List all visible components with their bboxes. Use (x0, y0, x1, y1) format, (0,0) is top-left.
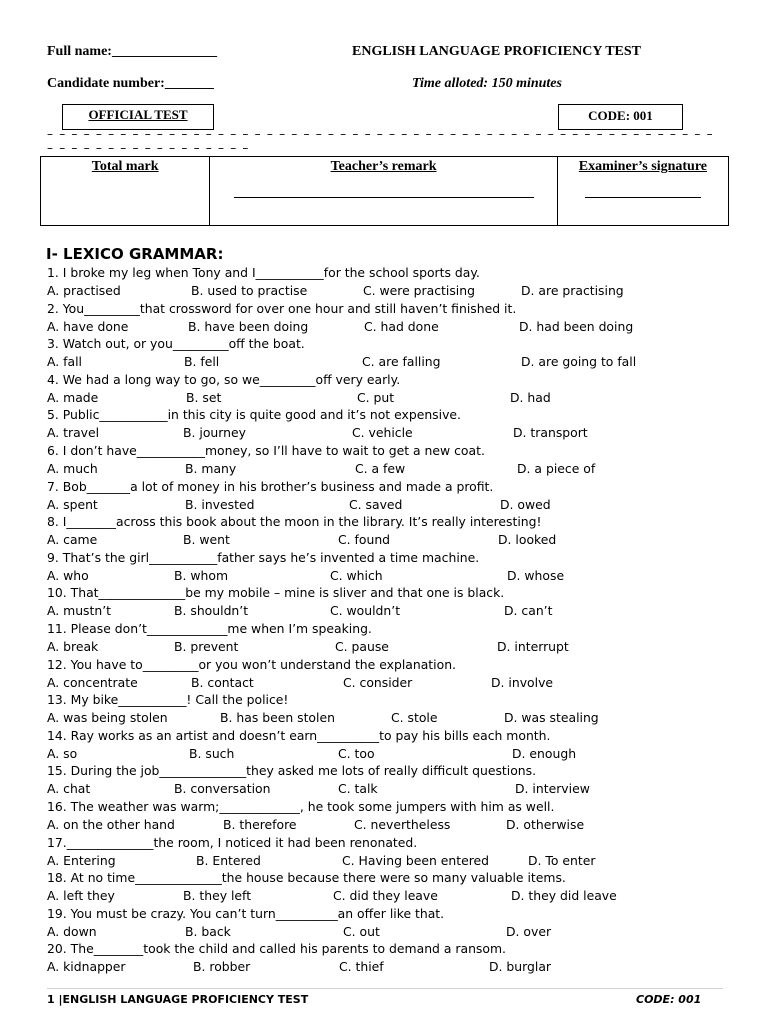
answer-option[interactable]: D. whose (507, 567, 565, 583)
question-text: 20. The________took the child and called his parents to demand a ransom. (47, 941, 506, 957)
answer-option[interactable]: B. back (185, 923, 231, 939)
answer-option[interactable]: C. pause (335, 639, 389, 654)
answer-option[interactable]: D. enough (512, 745, 577, 761)
answer-option[interactable]: C. out (343, 923, 380, 939)
question-text: 4. We had a long way to go, so we_________off very early. (47, 371, 401, 387)
question-text: 16. The weather was warm;_____________, he took some jumpers with him as well. (47, 799, 555, 814)
answer-option[interactable]: C. were practising (363, 283, 475, 298)
answer-option[interactable]: A. travel (47, 425, 100, 441)
dashed-separator: – – – – – – – – – – – – – – – – – – – – – – – – – – – – – – – – – – – – – – – – – – – – – – – – – – – – – – – – – – – – – – – – – – – – – – – – (47, 127, 714, 155)
examiners-signature-cell (557, 157, 728, 226)
test-title: ENGLISH LANGUAGE PROFICIENCY TEST (352, 44, 642, 59)
answer-option[interactable]: A. so (47, 745, 78, 761)
answer-option[interactable]: D. interrupt (497, 639, 569, 654)
footer-divider (47, 988, 723, 989)
answer-option[interactable]: B. used to practise (191, 283, 308, 298)
answer-option[interactable]: D. burglar (489, 959, 552, 975)
total-mark-label: Total mark (91, 159, 159, 174)
question-text: 10. That______________be my mobile – mine is sliver and that one is black. (47, 585, 505, 601)
answer-option[interactable]: A. left they (47, 888, 115, 904)
total-mark-cell (41, 157, 210, 226)
answer-option[interactable]: C. had done (364, 318, 439, 334)
question-text: 5. Public___________in this city is quite good and it’s not expensive. (47, 407, 461, 423)
answer-option[interactable]: C. talk (338, 781, 378, 797)
question-text: 17.______________the room, I noticed it had been renonated. (47, 834, 418, 850)
teachers-remark-cell (210, 157, 557, 226)
answer-option[interactable]: C. wouldn’t (330, 603, 401, 619)
answer-option[interactable]: B. has been stolen (220, 710, 335, 726)
answer-option[interactable]: D. had been doing (519, 318, 634, 334)
answer-option[interactable]: D. over (506, 923, 552, 939)
answer-option[interactable]: C. consider (343, 674, 413, 690)
footer-code: CODE: 001 (636, 993, 702, 1006)
answer-option[interactable]: B. went (183, 532, 230, 548)
question-text: 3. Watch out, or you_________off the boat. (47, 336, 305, 352)
time-allotted: Time alloted: 150 minutes (412, 76, 562, 91)
question-text: 12. You have to_________or you won’t understand the explanation. (47, 656, 456, 672)
answer-option[interactable]: B. contact (191, 674, 254, 690)
question-text: 15. During the job______________they asked me lots of really difficult questions. (47, 763, 537, 779)
answer-option[interactable]: C. which (330, 567, 383, 583)
question-text: 7. Bob_______a lot of money in his brother’s business and made a profit. (47, 478, 494, 494)
answer-option[interactable]: A. down (47, 923, 97, 939)
question-text: 11. Please don’t_____________me when I’m speaking. (47, 621, 372, 636)
question-text: 18. At no time______________the house because there were so many valuable items. (47, 870, 566, 886)
answer-option[interactable]: A. who (47, 567, 89, 583)
teachers-remark-label: Teacher’s remark (330, 159, 437, 174)
answer-option[interactable]: C. are falling (362, 354, 441, 370)
answer-option[interactable]: B. whom (174, 567, 229, 583)
answer-option[interactable]: B. Entered (196, 852, 261, 868)
answer-option[interactable]: D. owed (500, 496, 551, 512)
answer-option[interactable]: D. interview (515, 781, 590, 797)
answer-option[interactable]: C. too (338, 745, 375, 761)
answer-option[interactable]: A. made (47, 389, 99, 405)
question-text: 9. That’s the girl___________father says he’s invented a time machine. (47, 549, 480, 565)
answer-option[interactable]: B. shouldn’t (174, 603, 249, 619)
answer-option[interactable]: C. vehicle (352, 425, 413, 441)
answer-option[interactable]: A. kidnapper (47, 959, 126, 975)
answer-option[interactable]: D. a piece of (517, 461, 596, 476)
answer-option[interactable]: D. are practising (521, 283, 624, 298)
answer-option[interactable]: A. came (47, 532, 98, 548)
answer-option[interactable]: A. was being stolen (47, 710, 168, 726)
remark-line (234, 197, 534, 198)
answer-option[interactable]: A. have done (47, 318, 129, 334)
signature-line (585, 197, 701, 198)
question-text: 19. You must be crazy. You can’t turn__________an offer like that. (47, 905, 445, 921)
answer-option[interactable]: C. put (357, 389, 395, 405)
answer-option[interactable]: A. on the other hand (47, 817, 175, 832)
answer-option[interactable]: C. thief (339, 959, 384, 975)
answer-option[interactable]: A. Entering (47, 852, 116, 868)
answer-option[interactable]: D. had (510, 389, 551, 405)
section-title: I- LEXICO GRAMMAR: (46, 245, 224, 263)
marks-table (40, 156, 729, 226)
answer-option[interactable]: B. journey (183, 425, 246, 441)
answer-option[interactable]: C. a few (355, 461, 406, 476)
question-text: 14. Ray works as an artist and doesn’t earn__________to pay his bills each month. (47, 727, 551, 743)
answer-option[interactable]: A. break (47, 639, 99, 654)
answer-option[interactable]: C. nevertheless (354, 817, 451, 832)
answer-option[interactable]: C. stole (391, 710, 438, 726)
answer-option[interactable]: B. fell (184, 354, 220, 370)
answer-option[interactable]: B. such (189, 745, 235, 761)
answer-option[interactable]: C. saved (349, 496, 403, 512)
candidate-number-field: Candidate number:_______ (47, 76, 214, 91)
full-name-field: Full name:_______________ (47, 44, 217, 59)
question-text: 8. I________across this book about the moon in the library. It’s really interesting! (47, 514, 542, 530)
question-text: 13. My bike___________! Call the police! (47, 692, 289, 708)
answer-option[interactable]: D. transport (513, 425, 588, 441)
answer-option[interactable]: D. are going to fall (521, 354, 637, 370)
answer-option[interactable]: C. found (338, 532, 391, 548)
answer-option[interactable]: A. practised (47, 283, 121, 298)
answer-option[interactable]: D. they did leave (511, 888, 617, 904)
answer-option[interactable]: B. robber (193, 959, 251, 975)
code-label: CODE: 001 (588, 108, 653, 123)
answer-option[interactable]: D. involve (491, 674, 554, 690)
answer-option[interactable]: A. mustn’t (47, 603, 112, 619)
answer-option[interactable]: B. many (185, 461, 237, 476)
answer-option[interactable]: A. much (47, 461, 98, 476)
answer-option[interactable]: C. did they leave (333, 888, 438, 904)
answer-option[interactable]: A. concentrate (47, 674, 138, 690)
examiners-signature-label: Examiner’s signature (578, 159, 707, 174)
answer-option[interactable]: C. Having been entered (342, 852, 490, 868)
answer-option[interactable]: B. set (186, 389, 222, 405)
answer-option[interactable]: D. To enter (528, 852, 596, 868)
answer-option[interactable]: B. they left (183, 888, 252, 904)
answer-option[interactable]: D. can’t (504, 603, 553, 619)
question-text: 2. You_________that crossword for over one hour and still haven’t finished it. (47, 300, 517, 316)
answer-option[interactable]: A. chat (47, 781, 91, 797)
answer-option[interactable]: B. therefore (223, 817, 297, 832)
answer-option[interactable]: D. looked (498, 532, 557, 548)
answer-option[interactable]: D. otherwise (506, 817, 585, 832)
footer-left: 1 |ENGLISH LANGUAGE PROFICIENCY TEST (47, 993, 309, 1006)
answer-option[interactable]: B. invested (185, 496, 255, 512)
question-text: 6. I don’t have___________money, so I’ll have to wait to get a new coat. (47, 443, 485, 458)
question-text: 1. I broke my leg when Tony and I___________for the school sports day. (47, 265, 480, 280)
answer-option[interactable]: D. was stealing (504, 710, 599, 726)
official-test-label: OFFICIAL TEST (88, 107, 188, 122)
answer-option[interactable]: A. spent (47, 496, 98, 512)
answer-option[interactable]: B. conversation (174, 781, 271, 797)
answer-option[interactable]: A. fall (47, 354, 82, 370)
answer-option[interactable]: B. prevent (174, 639, 239, 654)
answer-option[interactable]: B. have been doing (188, 318, 309, 334)
